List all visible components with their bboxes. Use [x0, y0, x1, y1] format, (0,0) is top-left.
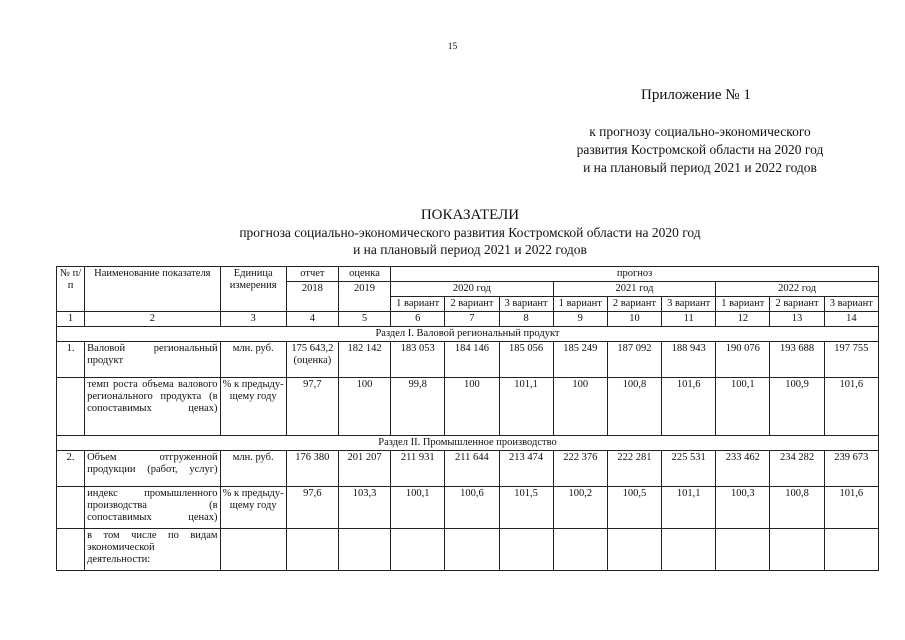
- row-number: 2.: [57, 451, 85, 487]
- heading-line: прогноза социально-экономического развития Костромской области на 2020 год: [239, 225, 701, 240]
- header-variant: 2 вариант: [607, 297, 661, 312]
- forecast-value: 185 056: [499, 342, 553, 378]
- forecast-value: 100,1: [716, 378, 770, 436]
- header-variant: 1 вариант: [553, 297, 607, 312]
- report-2018: [286, 529, 338, 571]
- row-number: 1.: [57, 342, 85, 378]
- forecast-value: 100,8: [770, 487, 824, 529]
- heading-line: и на плановый период 2021 и 2022 годов: [353, 242, 587, 257]
- header-variant: 1 вариант: [716, 297, 770, 312]
- table-row: [57, 487, 879, 529]
- report-2018: 97,7: [286, 378, 338, 436]
- header-variant: 3 вариант: [662, 297, 716, 312]
- page-number: 15: [447, 42, 458, 52]
- header-estimate: оценка: [338, 267, 390, 282]
- forecast-value: 101,1: [662, 487, 716, 529]
- unit: млн. руб.: [220, 342, 286, 378]
- forecast-value: 187 092: [607, 342, 661, 378]
- forecast-value: 100,3: [716, 487, 770, 529]
- forecast-value: 101,5: [499, 487, 553, 529]
- forecast-value: 225 531: [662, 451, 716, 487]
- row-number: [57, 529, 85, 571]
- forecast-value: [770, 529, 824, 571]
- header-variant: 2 вариант: [770, 297, 824, 312]
- estimate-2019: 201 207: [338, 451, 390, 487]
- header-variant: 3 вариант: [824, 297, 878, 312]
- header-report: отчет: [286, 267, 338, 282]
- forecast-value: 100,1: [391, 487, 445, 529]
- row-number: [57, 487, 85, 529]
- row-number: [57, 378, 85, 436]
- table-row: [57, 529, 879, 571]
- appendix-line: к прогнозу социально-экономического: [589, 124, 811, 139]
- section-title: Раздел II. Промышленное производство: [57, 436, 879, 451]
- header-year: 2020 год: [391, 282, 554, 297]
- header-report-year: 2018: [286, 282, 338, 312]
- estimate-2019: 100: [338, 378, 390, 436]
- column-number: 4: [286, 312, 338, 327]
- forecast-value: 222 281: [607, 451, 661, 487]
- indicator-name: индекс промышленного производства (в сопоставимых ценах): [85, 487, 220, 529]
- forecast-value: 211 644: [445, 451, 499, 487]
- forecast-value: 222 376: [553, 451, 607, 487]
- header-number: № п/п: [57, 267, 85, 312]
- header-year: 2021 год: [553, 282, 716, 297]
- section-row: [57, 327, 879, 342]
- forecast-value: 239 673: [824, 451, 878, 487]
- header-variant: 3 вариант: [499, 297, 553, 312]
- forecast-value: 193 688: [770, 342, 824, 378]
- indicators-table: [56, 266, 879, 571]
- column-number: 7: [445, 312, 499, 327]
- header-variant: 1 вариант: [391, 297, 445, 312]
- appendix-title: Приложение № 1: [641, 87, 751, 103]
- column-number: 11: [662, 312, 716, 327]
- appendix-line: развития Костромской области на 2020 год: [576, 142, 824, 157]
- forecast-value: 100: [445, 378, 499, 436]
- unit: % к предыду-щему году: [220, 378, 286, 436]
- report-2018: 175 643,2 (оценка): [286, 342, 338, 378]
- forecast-value: 100,8: [607, 378, 661, 436]
- column-number: 12: [716, 312, 770, 327]
- table-row: [57, 451, 879, 487]
- forecast-value: 184 146: [445, 342, 499, 378]
- indicator-name: Валовой региональный продукт: [85, 342, 220, 378]
- forecast-value: 183 053: [391, 342, 445, 378]
- document-heading: [170, 207, 770, 258]
- forecast-value: 234 282: [770, 451, 824, 487]
- column-number: 3: [220, 312, 286, 327]
- forecast-value: [391, 529, 445, 571]
- forecast-value: [553, 529, 607, 571]
- forecast-value: 213 474: [499, 451, 553, 487]
- header-indicator-name: Наименование показателя: [85, 267, 220, 312]
- forecast-value: 185 249: [553, 342, 607, 378]
- heading-title: ПОКАЗАТЕЛИ: [420, 207, 520, 223]
- forecast-value: [824, 529, 878, 571]
- forecast-value: [716, 529, 770, 571]
- table-row: [57, 378, 879, 436]
- estimate-2019: 103,3: [338, 487, 390, 529]
- forecast-value: 101,6: [824, 487, 878, 529]
- header-estimate-year: 2019: [338, 282, 390, 312]
- header-forecast: прогноз: [391, 267, 879, 282]
- column-number: 1: [57, 312, 85, 327]
- indicator-name: в том числе по видам экономической деятельности:: [85, 529, 220, 571]
- indicator-name: Объем отгруженной продукции (работ, услуг): [85, 451, 220, 487]
- table-row: [57, 342, 879, 378]
- forecast-value: 233 462: [716, 451, 770, 487]
- unit: [220, 529, 286, 571]
- header-unit: Единица измерения: [220, 267, 286, 312]
- report-2018: 176 380: [286, 451, 338, 487]
- section-row: [57, 436, 879, 451]
- unit: % к предыду-щему году: [220, 487, 286, 529]
- forecast-value: 100,9: [770, 378, 824, 436]
- forecast-value: [662, 529, 716, 571]
- indicator-name: темп роста объема валового регионального продукта (в сопоставимых ценах): [85, 378, 220, 436]
- forecast-value: [499, 529, 553, 571]
- forecast-value: 101,6: [824, 378, 878, 436]
- forecast-value: 100: [553, 378, 607, 436]
- forecast-value: 211 931: [391, 451, 445, 487]
- section-title: Раздел I. Валовой региональный продукт: [57, 327, 879, 342]
- forecast-value: 100,5: [607, 487, 661, 529]
- forecast-value: 190 076: [716, 342, 770, 378]
- column-number: 8: [499, 312, 553, 327]
- forecast-value: [607, 529, 661, 571]
- estimate-2019: [338, 529, 390, 571]
- forecast-value: [445, 529, 499, 571]
- forecast-value: 197 755: [824, 342, 878, 378]
- column-number: 6: [391, 312, 445, 327]
- forecast-value: 101,6: [662, 378, 716, 436]
- column-number: 5: [338, 312, 390, 327]
- forecast-value: 100,2: [553, 487, 607, 529]
- header-variant: 2 вариант: [445, 297, 499, 312]
- forecast-value: 99,8: [391, 378, 445, 436]
- header-year: 2022 год: [716, 282, 879, 297]
- forecast-value: 100,6: [445, 487, 499, 529]
- estimate-2019: 182 142: [338, 342, 390, 378]
- report-2018: 97,6: [286, 487, 338, 529]
- forecast-value: 101,1: [499, 378, 553, 436]
- column-number: 2: [85, 312, 220, 327]
- appendix-line: и на плановый период 2021 и 2022 годов: [583, 160, 817, 175]
- forecast-value: 188 943: [662, 342, 716, 378]
- column-number: 13: [770, 312, 824, 327]
- column-number: 10: [607, 312, 661, 327]
- column-number: 9: [553, 312, 607, 327]
- column-number: 14: [824, 312, 878, 327]
- appendix-subtitle: [540, 123, 860, 177]
- unit: млн. руб.: [220, 451, 286, 487]
